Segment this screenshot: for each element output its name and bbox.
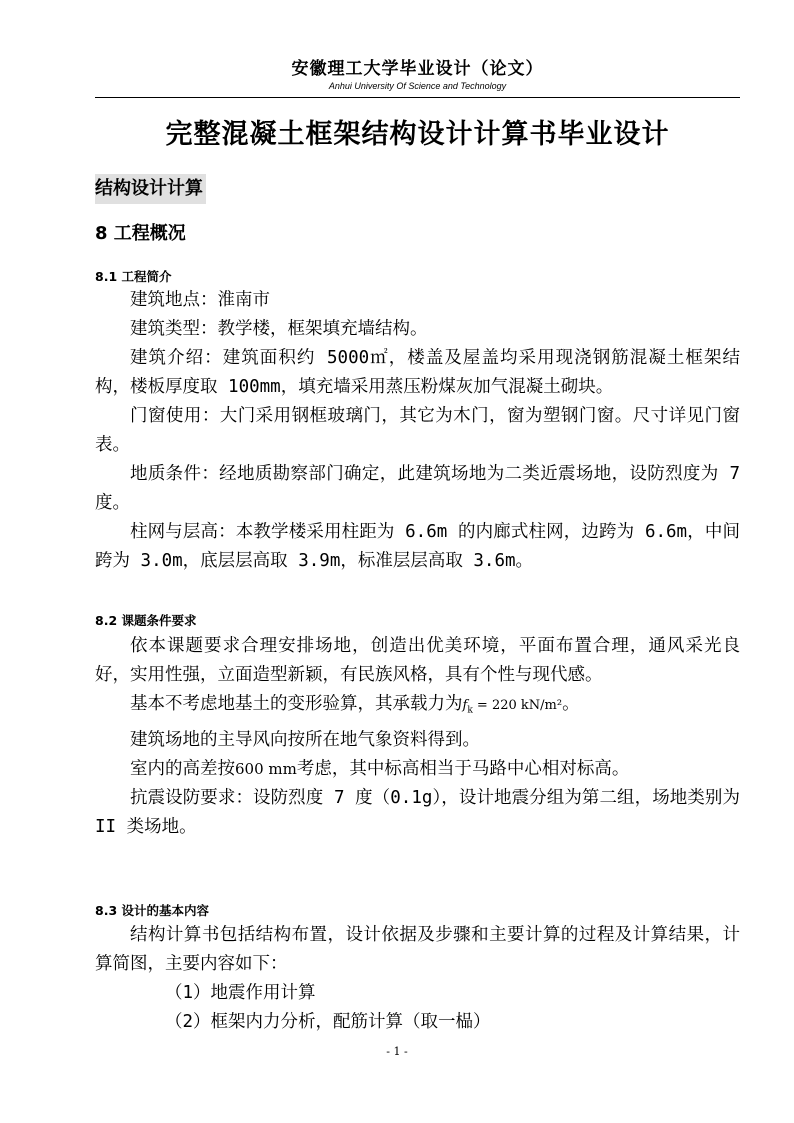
paragraph: 建筑类型：教学楼，框架填充墙结构。 — [130, 319, 428, 339]
chapter-heading: 8 工程概况 — [95, 223, 186, 244]
paragraph: 室内的高差按600 mm考虑，其中标高相当于马路中心相对标高。 — [130, 758, 630, 779]
section-8-2-body — [95, 632, 740, 842]
paragraph: 抗震设防要求：设防烈度 7 度（0.1g），设计地震分组为第二组，场地类别为 II 类场地。 — [95, 787, 740, 837]
section-8-3-body — [95, 921, 740, 1037]
section-8-1-body — [95, 286, 740, 576]
list-item: （2）框架内力分析，配筋计算（取一榀） — [165, 1012, 491, 1032]
paragraph: 结构计算书包括结构布置，设计依据及步骤和主要计算的过程及计算结果，计算简图，主要内容如下： — [95, 925, 740, 974]
document-title: 完整混凝土框架结构设计计算书毕业设计 — [165, 119, 670, 150]
page-header — [95, 58, 740, 92]
paragraph: 依本课题要求合理安排场地，创造出优美环境，平面布置合理，通风采光良好，实用性强，立面造型新颖，有民族风格，具有个性与现代感。 — [95, 636, 740, 685]
list-item: （1）地震作用计算 — [165, 983, 316, 1003]
paragraph: 建筑地点：淮南市 — [130, 290, 270, 310]
section-heading: 结构设计计算 — [95, 174, 206, 204]
paragraph: 地质条件：经地质勘察部门确定，此建筑场地为二类近震场地，设防烈度为 7 度。 — [95, 464, 740, 513]
header-subtitle: Anhui University Of Science and Technology — [328, 81, 507, 91]
section-8-1-heading: 8.1 工程简介 — [95, 269, 172, 284]
section-8-3-heading: 8.3 设计的基本内容 — [95, 903, 209, 918]
header-divider — [95, 97, 740, 98]
paragraph: 建筑场地的主导风向按所在地气象资料得到。 — [130, 729, 480, 750]
header-title: 安徽理工大学毕业设计（论文） — [291, 59, 544, 79]
paragraph: 门窗使用：大门采用钢框玻璃门，其它为木门，窗为塑钢门窗。尺寸详见门窗表。 — [95, 406, 740, 455]
paragraph: 基本不考虑地基土的变形验算，其承载力为$f_k = 220$ kN/m²。 — [130, 694, 580, 716]
paragraph: 柱网与层高：本教学楼采用柱距为 6.6m 的内廊式柱网，边跨为 6.6m，中间跨为 3.0m，底层层高取 3.9m，标准层层高取 3.6m。 — [95, 522, 740, 571]
bearing-capacity-formula: $f_k = 220$ kN/m² — [462, 698, 563, 716]
page-number: - 1 - — [386, 1045, 408, 1058]
section-8-2-heading: 8.2 课题条件要求 — [95, 613, 197, 628]
paragraph: 建筑介绍：建筑面积约 5000㎡，楼盖及屋盖均采用现浇钢筋混凝土框架结构，楼板厚度取 100mm，填充墙采用蒸压粉煤灰加气混凝土砌块。 — [95, 348, 740, 397]
height-difference-value: 600 mm — [235, 759, 297, 778]
paragraph-text: 基本不考虑地基土的变形验算，其承载力为 — [130, 694, 463, 714]
